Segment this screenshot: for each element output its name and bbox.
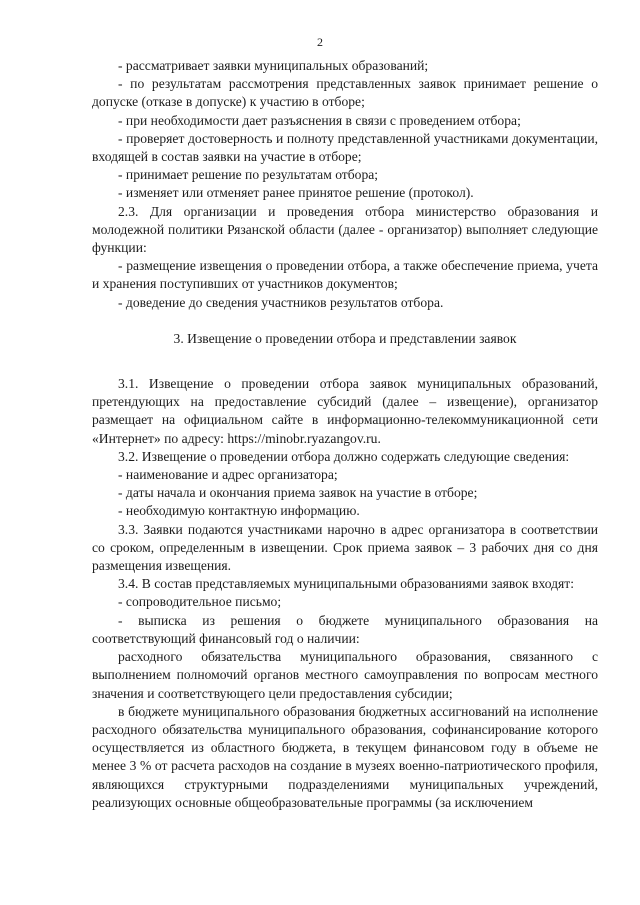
paragraph: - наименование и адрес организатора;: [118, 467, 338, 483]
paragraph: 3.4. В состав представляемых муниципальными образованиями заявок входят:: [118, 576, 575, 592]
paragraph: - рассматривает заявки муниципальных образований;: [118, 58, 429, 73]
paragraph: - изменяет или отменяет ранее принятое решение (протокол).: [118, 185, 474, 201]
paragraph: - по результатам рассмотрения представленных заявок принимает решение о допуске (отказе в допуске) к участию в отборе;: [92, 76, 598, 110]
paragraph: - выписка из решения о бюджете муниципального образования на соответствующий финансовый год о наличии:: [92, 612, 598, 646]
paragraph: в бюджете муниципального образования бюджетных ассигнований на исполнение расходного обязательства муниципального образования, софинансирование которого осуществляется из областного бюджета, в текущем финансовом году в объеме не менее 3 % от расчета расходов на создание в музеях военно-патриотического профиля, являющихся структурными подразделениями муниципальных учреждений, реализующих основные общеобразовательные программы (за исключением: [92, 703, 598, 810]
spacer: [92, 366, 598, 375]
paragraph: 3.2. Извещение о проведении отбора должно содержать следующие сведения:: [118, 448, 570, 464]
paragraph: - доведение до сведения участников результатов отбора.: [118, 294, 444, 310]
paragraph: - сопроводительное письмо;: [118, 594, 282, 610]
paragraph: - принимает решение по результатам отбора;: [118, 167, 379, 183]
paragraph: расходного обязательства муниципального образования, связанного с выполнением полномочий органов местного самоуправления по вопросам местного значения и соответствующего цели предоставления субсидии;: [92, 649, 598, 701]
paragraph: - необходимую контактную информацию.: [118, 503, 360, 519]
page-number: 2: [317, 35, 323, 49]
section-heading: 3. Извещение о проведении отбора и представлении заявок: [173, 330, 517, 346]
paragraph: - при необходимости дает разъяснения в связи с проведением отбора;: [118, 112, 521, 128]
paragraph: - проверяет достоверность и полноту представленной участниками документации, входящей в состав заявки на участие в отборе;: [92, 130, 598, 165]
paragraph: - размещение извещения о проведении отбора, а также обеспечение приема, учета и хранения поступивших от участников документов;: [92, 258, 598, 292]
paragraph: 2.3. Для организации и проведения отбора министерство образования и молодежной политики Рязанской области (далее - организатор) выполняет следующие функции:: [92, 203, 598, 256]
document-body: [92, 57, 598, 812]
paragraph: 3.3. Заявки подаются участниками нарочно в адрес организатора в соответствии со сроком, определенным в извещении. Срок приема заявок – 3 рабочих дня со дня размещения извещения.: [92, 521, 598, 574]
paragraph: - даты начала и окончания приема заявок на участие в отборе;: [118, 485, 478, 501]
paragraph: 3.1. Извещение о проведении отбора заявок муниципальных образований, претендующих на предоставление субсидий (далее – извещение), организатор размещает на официальном сайте в информационно-телекоммуникационной сети «Интернет» по адресу: https://minobr.ryazangov.ru.: [92, 376, 598, 446]
